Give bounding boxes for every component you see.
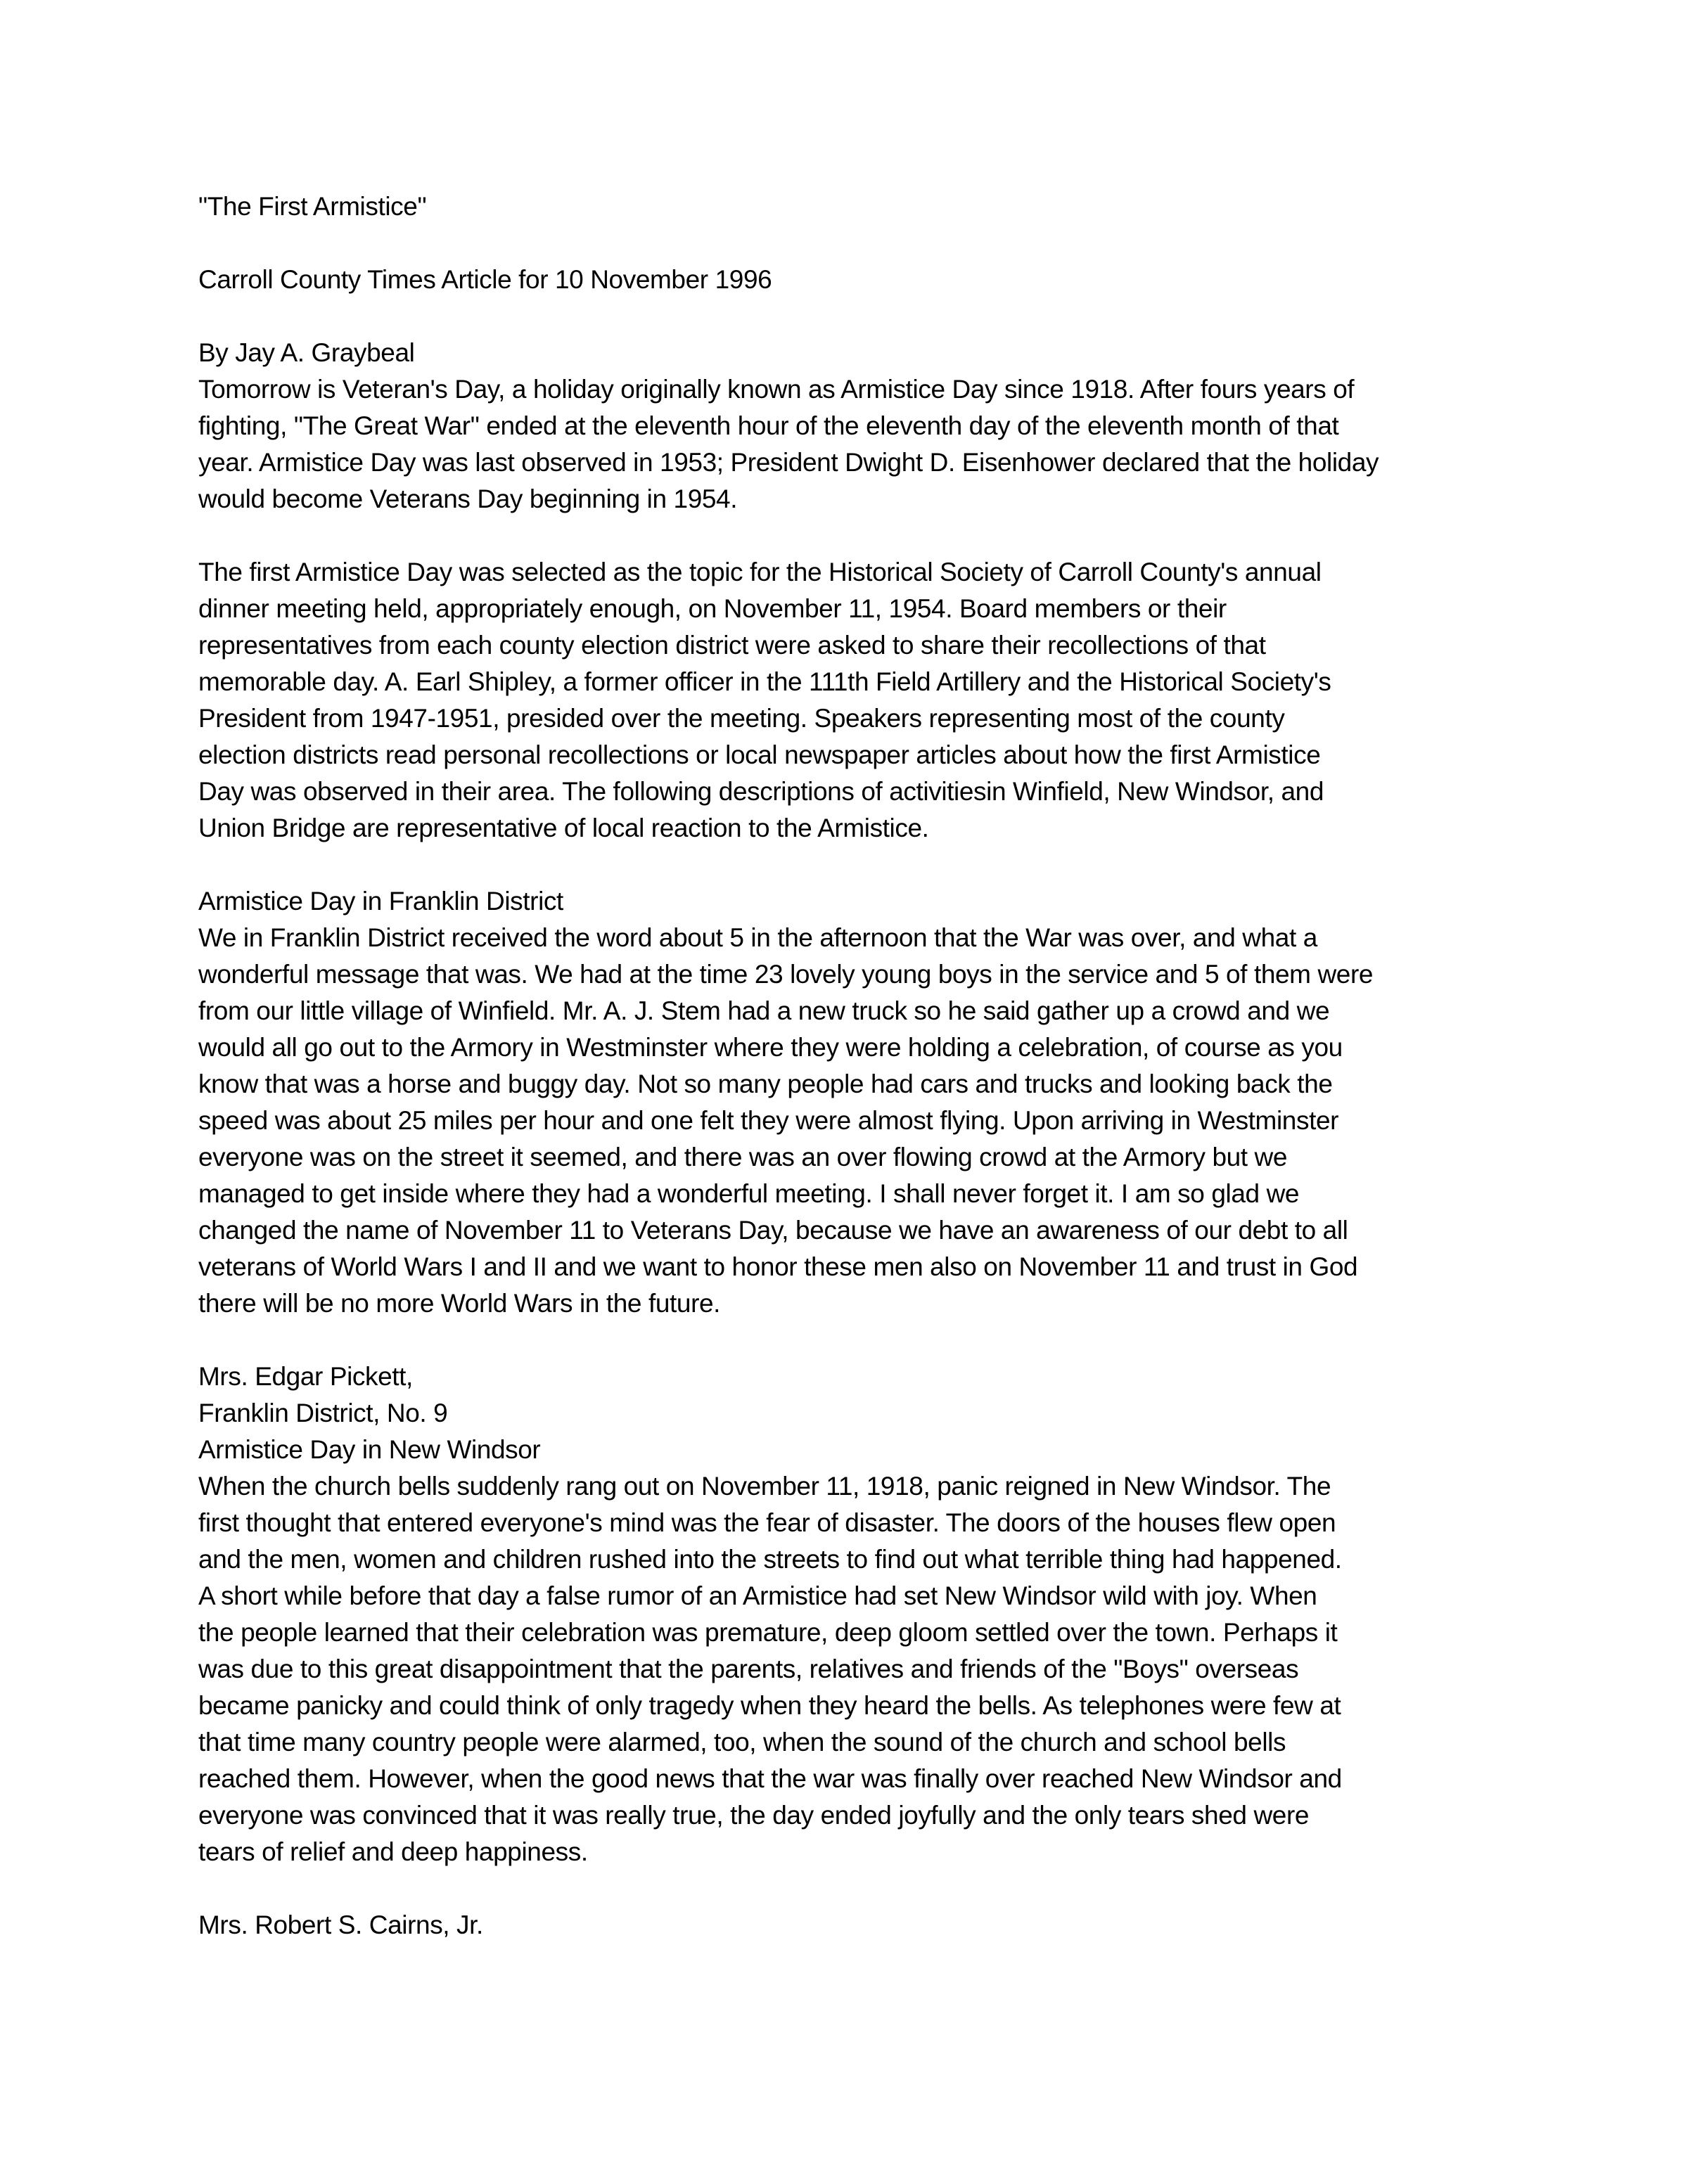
historical-society-paragraph xyxy=(198,554,1535,847)
text-line: would all go out to the Armory in Westminster where they were holding a celebration, of course as you xyxy=(198,1033,1343,1062)
document-body xyxy=(198,188,1535,1944)
franklin-district-section xyxy=(198,883,1535,1322)
blank-line xyxy=(198,1322,1535,1358)
text-line: was due to this great disappointment that the parents, relatives and friends of the "Boys" overseas xyxy=(198,1655,1299,1683)
text-line: "The First Armistice" xyxy=(198,192,427,221)
blank-line xyxy=(198,847,1535,883)
article-title xyxy=(198,188,1535,225)
spacer xyxy=(198,847,1535,883)
text-line: Carroll County Times Article for 10 November 1996 xyxy=(198,265,772,294)
text-line: became panicky and could think of only tragedy when they heard the bells. As telephones were few at xyxy=(198,1691,1341,1720)
spacer xyxy=(198,1322,1535,1358)
text-line: the people learned that their celebration was premature, deep gloom settled over the town. Perhaps it xyxy=(198,1618,1338,1647)
spacer xyxy=(198,1870,1535,1907)
text-line: When the church bells suddenly rang out on November 11, 1918, panic reigned in New Windsor. The xyxy=(198,1472,1331,1501)
text-line: reached them. However, when the good news that the war was finally over reached New Windsor and xyxy=(198,1764,1342,1793)
text-line: A short while before that day a false rumor of an Armistice had set New Windsor wild with joy. When xyxy=(198,1581,1317,1610)
text-line: managed to get inside where they had a wonderful meeting. I shall never forget it. I am so glad we xyxy=(198,1179,1300,1208)
blank-line xyxy=(198,1870,1535,1907)
text-line: year. Armistice Day was last observed in 1953; President Dwight D. Eisenhower declared that the holiday xyxy=(198,448,1379,477)
text-line: first thought that entered everyone's mind was the fear of disaster. The doors of the houses flew open xyxy=(198,1508,1336,1537)
text-line: speed was about 25 miles per hour and one felt they were almost flying. Upon arriving in Westminster xyxy=(198,1106,1339,1135)
text-line: The first Armistice Day was selected as the topic for the Historical Society of Carroll County's annual xyxy=(198,558,1322,586)
new-windsor-section xyxy=(198,1358,1535,1870)
byline-intro-paragraph xyxy=(198,335,1535,518)
source-line xyxy=(198,262,1535,298)
blank-line xyxy=(198,298,1535,335)
text-line: and the men, women and children rushed into the streets to find out what terrible thing had happened. xyxy=(198,1545,1342,1574)
text-line: fighting, "The Great War" ended at the eleventh hour of the eleventh day of the eleventh month of that xyxy=(198,411,1339,440)
spacer xyxy=(198,298,1535,335)
text-line: We in Franklin District received the word about 5 in the afternoon that the War was over, and what a xyxy=(198,923,1317,952)
spacer xyxy=(198,225,1535,262)
text-line: wonderful message that was. We had at the time 23 lovely young boys in the service and 5 of them were xyxy=(198,960,1374,989)
text-line: know that was a horse and buggy day. Not so many people had cars and trucks and looking back the xyxy=(198,1069,1333,1098)
text-line: President from 1947-1951, presided over the meeting. Speakers representing most of the county xyxy=(198,704,1285,733)
text-line: everyone was convinced that it was really true, the day ended joyfully and the only tears shed were xyxy=(198,1801,1310,1830)
text-line: Mrs. Edgar Pickett, xyxy=(198,1362,413,1391)
text-line: everyone was on the street it seemed, and there was an over flowing crowd at the Armory but we xyxy=(198,1143,1288,1171)
text-line: from our little village of Winfield. Mr. A. J. Stem had a new truck so he said gather up a crowd and we xyxy=(198,996,1330,1025)
text-line: veterans of World Wars I and II and we want to honor these men also on November 11 and trust in God xyxy=(198,1252,1358,1281)
text-line: tears of relief and deep happiness. xyxy=(198,1837,588,1866)
text-line: would become Veterans Day beginning in 1954. xyxy=(198,484,738,513)
text-line: Day was observed in their area. The following descriptions of activitiesin Winfield, New Windsor, and xyxy=(198,777,1324,806)
text-line: memorable day. A. Earl Shipley, a former officer in the 111th Field Artillery and the Historical Society's xyxy=(198,667,1331,696)
text-line: Armistice Day in New Windsor xyxy=(198,1435,541,1464)
text-line: there will be no more World Wars in the future. xyxy=(198,1289,721,1318)
signature-line xyxy=(198,1907,1535,1944)
text-line: Tomorrow is Veteran's Day, a holiday originally known as Armistice Day since 1918. After fours years of xyxy=(198,375,1355,404)
blank-line xyxy=(198,225,1535,262)
text-line: dinner meeting held, appropriately enough, on November 11, 1954. Board members or their xyxy=(198,594,1227,623)
text-line: changed the name of November 11 to Veterans Day, because we have an awareness of our debt to all xyxy=(198,1216,1348,1245)
spacer xyxy=(198,518,1535,554)
text-line: Armistice Day in Franklin District xyxy=(198,887,563,916)
text-line: Union Bridge are representative of local reaction to the Armistice. xyxy=(198,814,929,842)
text-line: election districts read personal recollections or local newspaper articles about how the first Armistice xyxy=(198,740,1321,769)
text-line: By Jay A. Graybeal xyxy=(198,338,415,367)
text-line: that time many country people were alarmed, too, when the sound of the church and school bells xyxy=(198,1728,1286,1756)
text-line: Mrs. Robert S. Cairns, Jr. xyxy=(198,1910,483,1939)
text-line: Franklin District, No. 9 xyxy=(198,1399,448,1427)
blank-line xyxy=(198,518,1535,554)
text-line: representatives from each county election district were asked to share their recollections of that xyxy=(198,631,1266,660)
